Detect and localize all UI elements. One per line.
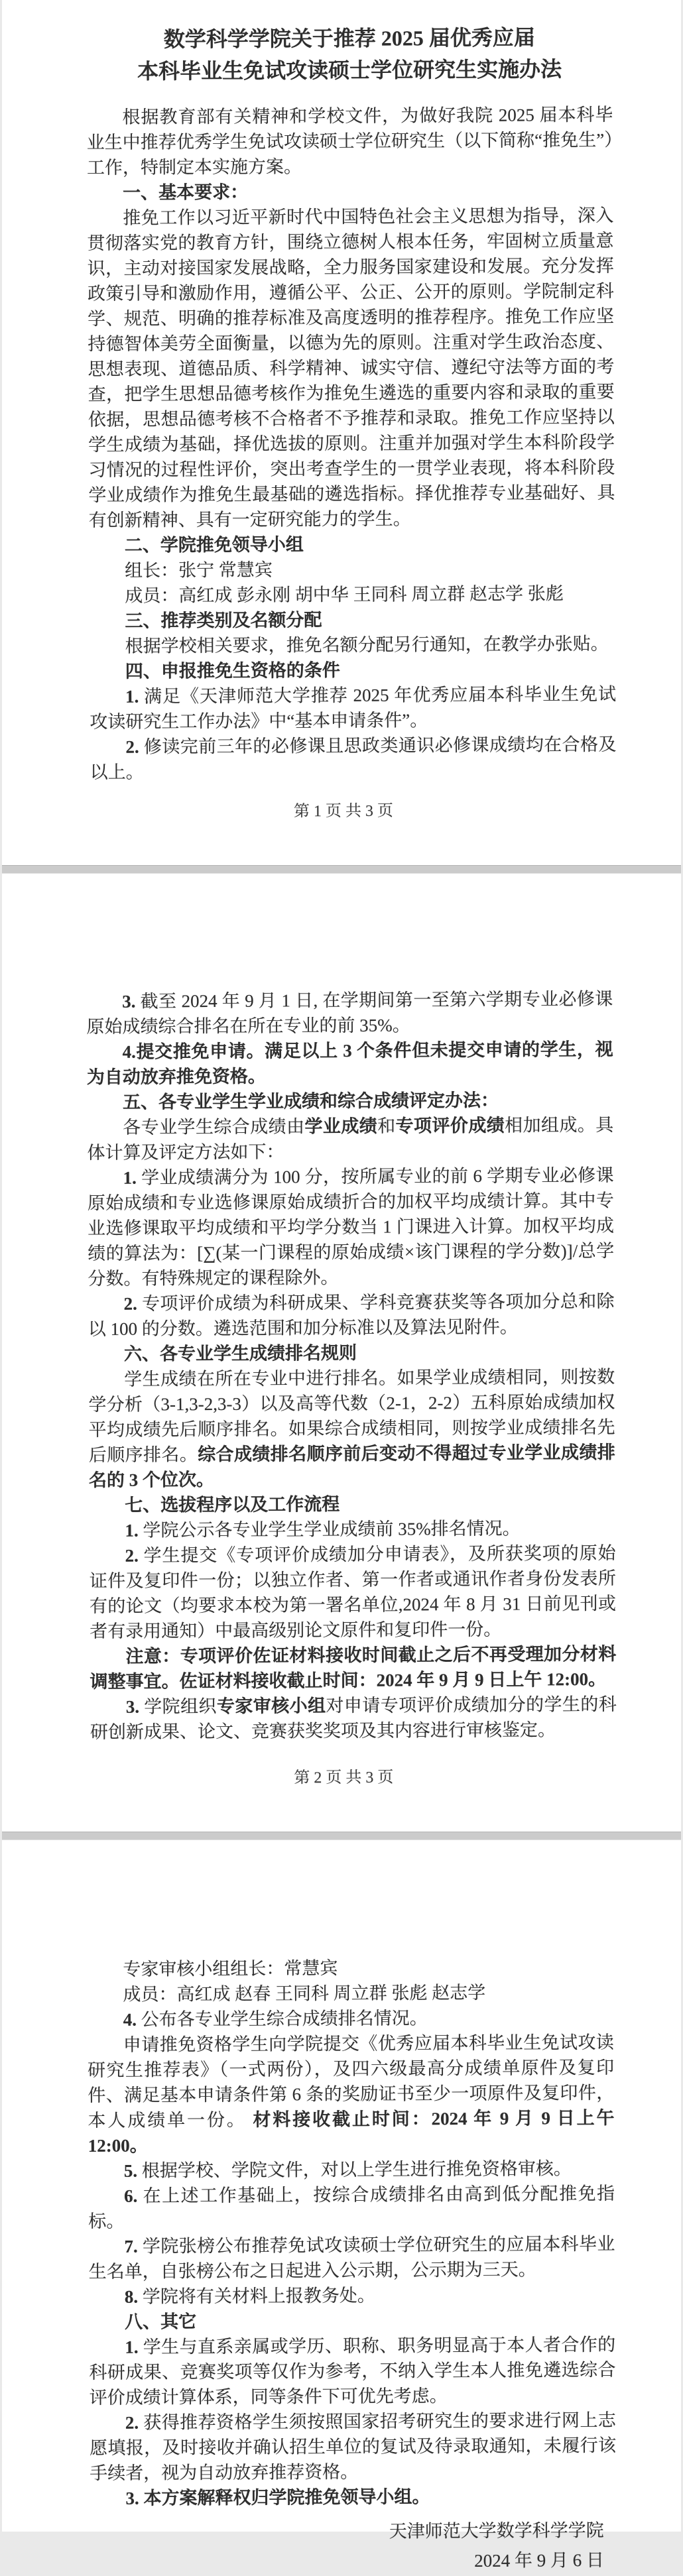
procedure-item-7: 7. 学院张榜公布推荐免试攻读硕士学位研究生的应届本科毕业生名单，自张榜公布之日起进入公示期，公示期为三天。 [88,2233,615,2282]
review-group-head: 专家审核小组组长：常慧宾 [123,1958,338,1979]
section-heading-6: 六、各专业学生成绩排名规则 [123,1342,357,1364]
document-title-line2: 本科毕业生免试攻读硕士学位研究生实施办法 [137,57,562,84]
other-item-3: 3. 本方案解释权归学院推免领导小组。 [125,2487,430,2508]
document-title-line1: 数学科学学院关于推荐 2025 届优秀应届 [163,25,535,52]
composite-score-paragraph: 各专业学生综合成绩由学业成绩和专项评价成绩相加组成。具体计算及评定方法如下： [87,1114,614,1163]
procedure-item-3: 3. 学院组织专家审核小组对申请专项评价成绩加分的学生的科研创新成果、论文、竞赛获奖奖项及其内容进行审核鉴定。 [90,1694,617,1742]
document-page-3 [2,1840,681,2571]
condition-item-2: 2. 修读完前三年的必修课且思政类通识必修课成绩均在合格及以上。 [90,734,617,782]
notice-paragraph: 注意：专项评价佐证材料接收时间截止之后不再受理加分材料调整事宜。佐证材料接收截止时间：2024 年 9 月 9 日上午 12:00。 [90,1643,617,1692]
page-footer-2: 第 2 页 共 3 页 [294,1769,394,1787]
special-score-item-2: 2. 专项评价成绩为科研成果、学科竞赛获奖等各项加分总和除以 100 的分数。遴选范围和加分标准以及算法见附件。 [88,1291,615,1340]
procedure-item-5: 5. 根据学校、学院文件，对以上学生进行推免资格审核。 [123,2158,572,2181]
signature-organization: 天津师范大学数学科学学院 [389,2520,604,2542]
procedure-item-4: 4. 公布各专业学生综合成绩排名情况。 [123,2008,428,2030]
section-heading-3: 三、推荐类别及名额分配 [125,610,322,631]
page-1-content [0,0,683,867]
quota-paragraph: 根据学校相关要求，推免名额分配另行通知，在教学办张贴。 [125,633,609,656]
procedure-item-2: 2. 学生提交《专项评价成绩加分申请表》，及所获奖项的原始证件及复印件一份；以独立作者、第一作者或通讯作者身份发表所有的论文（均要求本校为第一署名单位,2024 年 8 月 31 日前见刊或者有录用通知）中最高级别论文原件和复印件一份。 [89,1543,617,1641]
document-page-1 [2,0,681,865]
page-2-content [0,872,683,1833]
section-heading-4: 四、申报推免生资格的条件 [125,660,340,681]
section-heading-2: 二、学院推免领导小组 [124,534,304,556]
intro-paragraph: 根据教育部有关精神和学校文件，为做好我院 2025 届本科毕业生中推荐优秀学生免试攻读硕士学位研究生（以下简称“推免生”）工作，特制定本实施方案。 [86,104,613,178]
procedure-item-6: 6. 在上述工作基础上，按综合成绩排名由高到低分配推免指标。 [88,2183,615,2231]
section-heading-1: 一、基本要求： [123,182,249,203]
procedure-item-8: 8. 学院将有关材料上报教务处。 [124,2285,375,2307]
signature-date: 2024 年 9 月 6 日 [474,2549,605,2571]
procedure-item-1: 1. 学院公示各专业学生学业成绩前 35%排名情况。 [125,1518,521,1541]
section-heading-8: 八、其它 [124,2312,197,2332]
basic-requirements-paragraph: 推免工作以习近平新时代中国特色社会主义思想为指导，深入贯彻落实党的教育方针，围绕立德树人根本任务，牢固树立质量意识，主动对接国家发展战略，全力服务国家建设和发展。充分发挥政策引导和激励作用，遵循公平、公正、公开的原则。学院制定科学、规范、明确的推荐标准及高度透明的推荐程序。推免工作应坚持德智体美劳全面衡量，以德为先的原则。注重对学生政治态度、思想表现、道德品质、科学精神、诚实守信、遵纪守法等方面的考查，把学生思想品德考核作为推免生遴选的重要内容和录取的重要依据，思想品德考核不合格者不予推荐和录取。推免工作应坚持以学生成绩为基础，择优选拔的原则。注重并加强对学生本科阶段学习情况的过程性评价，突出考查学生的一贯学业表现，将本科阶段学业成绩作为推免生最基础的遴选指标。择优推荐专业基础好、具有创新精神、具有一定研究能力的学生。 [87,205,615,530]
leader-group-members: 成员：高红成 彭永刚 胡中华 王同科 周立群 赵志学 张彪 [125,583,564,606]
other-item-2: 2. 获得推荐资格学生须按照国家招考研究生的要求进行网上志愿填报，及时接收并确认招生单位的复试及待录取通知，未履行该手续者，视为自动放弃推荐资格。 [89,2410,617,2483]
section-heading-5: 五、各专业学生学业成绩和综合成绩评定办法： [122,1090,499,1112]
condition-item-3: 3. 截至 2024 年 9 月 1 日, 在学期间第一至第六学期专业必修课原始成绩综合排名在所在专业的前 35%。 [86,988,613,1037]
page-3-content [0,1838,682,2571]
section-heading-7: 七、选拔程序以及工作流程 [125,1494,340,1515]
academic-score-item-1: 1. 学业成绩满分为 100 分，按所属专业的前 6 学期专业必修课原始成绩和专业选修课原始成绩折合的加权平均成绩计算。其中专业选修课取平均成绩和平均学分数当 1 门课进入计算。加权平均成绩的算法为：[∑(某一门课程的原始成绩×该门课程的学分数)]/总学分数。有特殊规定的课程除外。 [87,1165,615,1289]
condition-item-4: 4.提交推免申请。满足以上 3 个条件但未提交申请的学生，视为自动放弃推免资格。 [86,1039,613,1088]
ranking-rule-paragraph: 学生成绩在所在专业中进行排名。如果学业成绩相同，则按数学分析（3-1,3-2,3-3）以及高等代数（2-1，2-2）五科原始成绩加权平均成绩先后顺序排名。如果综合成绩相同，则按学业成绩排名先后顺序排名。综合成绩排名顺序前后变动不得超过专业学业成绩排名的 3 个位次。 [88,1366,615,1490]
document-page-2 [2,874,681,1832]
page-footer-1: 第 1 页 共 3 页 [293,802,394,821]
application-materials-paragraph: 申请推免资格学生向学院提交《优秀应届本科毕业生免试攻读研究生推荐表》（一式两份），及四六级最高分成绩单原件及复印件、满足基本申请条件第 6 条的奖励证书至少一项原件及复印件，本人成绩单一份。 材料接收截止时间：2024 年 9 月 9 日上午 12:00。 [88,2032,615,2156]
review-group-members: 成员：高红成 赵春 王同科 周立群 张彪 赵志学 [123,1982,486,2005]
leader-group-head: 组长：张宁 常慧宾 [125,559,273,581]
other-item-1: 1. 学生与直系亲属或学历、职称、职务明显高于本人者合作的科研成果、竞赛奖项等仅作为参考，不纳入学生本人推免遴选综合评价成绩计算体系，同等条件下可优先考虑。 [89,2334,616,2408]
condition-item-1: 1. 满足《天津师范大学推荐 2025 年优秀应届本科毕业生免试攻读研究生工作办法》中“基本申请条件”。 [90,683,617,732]
document-scan [2,0,681,2571]
